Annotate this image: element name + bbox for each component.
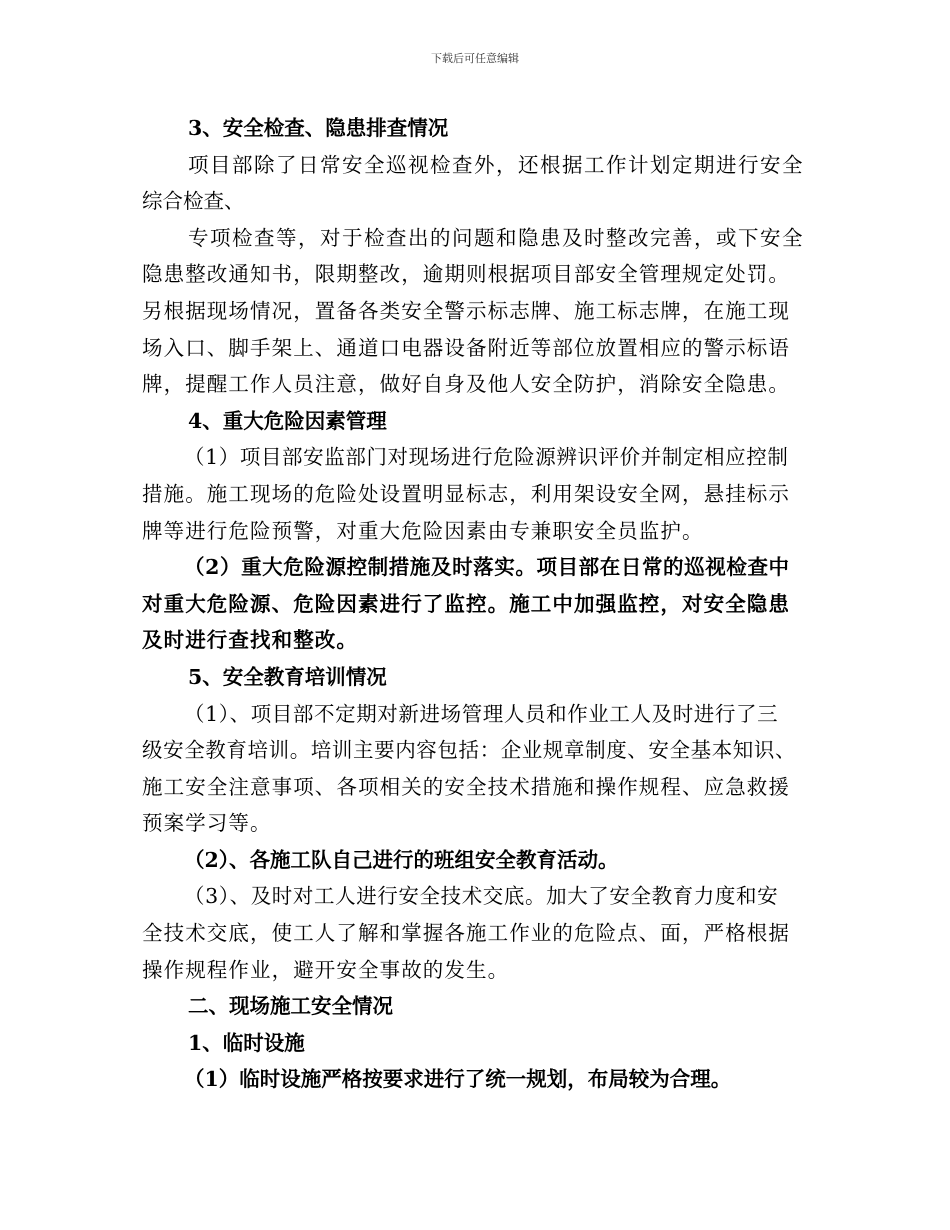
- paragraph-line: （3）、及时对工人进行安全技术交底。加大了安全教育力度和安: [184, 884, 779, 909]
- paragraph-line: 牌，提醒工作人员注意，做好自身及他人安全防护，消除安全隐患。: [142, 372, 790, 397]
- paragraph-line: （1）项目部安监部门对现场进行危险源辨识评价并制定相应控制: [184, 445, 789, 470]
- paragraph-line: 全技术交底，使工人了解和掌握各施工作业的危险点、面，严格根据: [142, 921, 790, 946]
- section-heading: 3、安全检查、隐患排查情况: [188, 116, 449, 140]
- page-header: 下载后可任意编辑: [431, 52, 519, 65]
- paragraph-line: 项目部除了日常安全巡视检查外，还根据工作计划定期进行安全: [188, 152, 804, 177]
- section-heading: 1、临时设施: [188, 1030, 305, 1055]
- paragraph-line: 牌等进行危险预警，对重大危险因素由专兼职安全员监护。: [142, 518, 704, 543]
- paragraph-line: 措施。施工现场的危险处设置明显标志，利用架设安全网，悬挂标示: [142, 481, 790, 506]
- document-body: [142, 110, 818, 1098]
- paragraph-line-bold: （2）、各施工队自己进行的班组安全教育活动。: [184, 847, 619, 872]
- paragraph-line-bold: 对重大危险源、危险因素进行了监控。施工中加强监控，对安全隐患: [142, 591, 790, 616]
- paragraph-line-bold: 及时进行查找和整改。: [142, 628, 358, 653]
- paragraph-line-bold: （1）临时设施严格按要求进行了统一规划，布局较为合理。: [184, 1067, 732, 1092]
- paragraph-line-bold: （2）重大危险源控制措施及时落实。项目部在日常的巡视检查中: [184, 555, 790, 580]
- paragraph-line: 隐患整改通知书，限期整改，逾期则根据项目部安全管理规定处罚。: [142, 262, 790, 287]
- paragraph-line: （1）、项目部不定期对新进场管理人员和作业工人及时进行了三: [184, 701, 779, 726]
- paragraph-line: 操作规程作业，避开安全事故的发生。: [142, 957, 510, 982]
- paragraph-line: 施工安全注意事项、各项相关的安全技术措施和操作规程、应急救援: [142, 774, 790, 799]
- paragraph-line: 专项检查等，对于检查出的问题和隐患及时整改完善，或下安全: [188, 225, 804, 250]
- section-heading: 5、安全教育培训情况: [188, 664, 387, 689]
- section-heading: 4、重大危险因素管理: [188, 408, 387, 433]
- section-heading: 二、现场施工安全情况: [188, 994, 393, 1019]
- paragraph-line: 另根据现场情况，置备各类安全警示标志牌、施工标志牌，在施工现: [142, 298, 790, 323]
- paragraph-line: 预案学习等。: [142, 811, 272, 836]
- paragraph-line: 级安全教育培训。培训主要内容包括：企业规章制度、安全基本知识、: [142, 738, 797, 763]
- paragraph-line: 综合检查、: [142, 189, 245, 214]
- paragraph-line: 场入口、脚手架上、通道口电器设备附近等部位放置相应的警示标语: [142, 335, 790, 360]
